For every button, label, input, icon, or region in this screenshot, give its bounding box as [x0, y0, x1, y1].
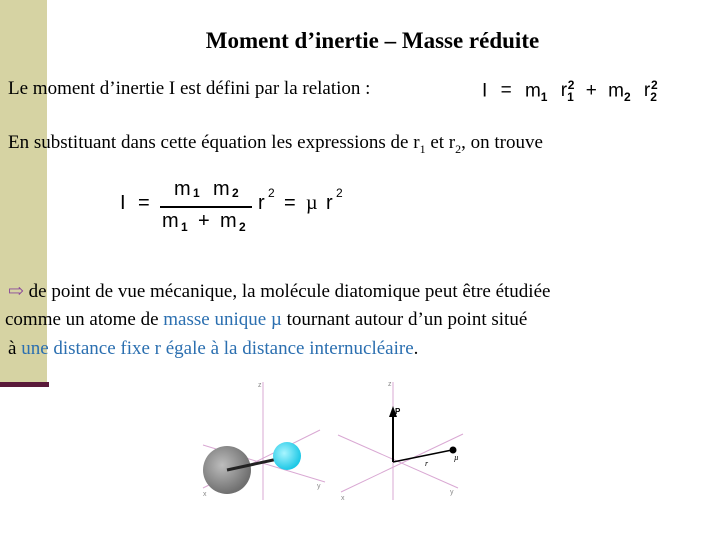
radius-line — [393, 450, 452, 462]
formula-m: m — [608, 80, 624, 102]
light-atom — [273, 442, 301, 470]
numerator-m2: m — [213, 178, 230, 200]
mu-label: µ — [454, 453, 459, 462]
z-label: z — [258, 382, 262, 389]
substitution-text: , on trouve — [461, 132, 543, 153]
side-accent-line — [0, 382, 49, 387]
formula-r: r — [560, 80, 568, 102]
denominator-m2: m — [220, 210, 237, 232]
paragraph-text: tournant autour d’un point situé — [281, 309, 528, 330]
paragraph-line-2 — [5, 309, 527, 331]
substitution-text: et r — [425, 132, 456, 153]
paragraph-text: comme un atome de — [5, 309, 164, 330]
formula-sub: 2 — [650, 90, 657, 105]
reduced-mass-figure — [333, 370, 473, 505]
paragraph-text: . — [413, 338, 419, 359]
diatomic-molecule-figure — [195, 370, 335, 505]
slide-title: Moment d’inertie – Masse réduite — [205, 28, 540, 53]
formula-power: 2 — [268, 186, 275, 200]
formula-r: r — [643, 80, 651, 102]
paragraph-text: de point de vue mécanique, la molécule diatomique peut être étudiée — [23, 281, 551, 302]
highlight-text: masse unique µ — [163, 309, 282, 330]
subscript: 2 — [232, 186, 239, 200]
y-label: y — [450, 489, 454, 496]
highlight-text: une distance fixe r égale à la distance internucléaire — [21, 338, 414, 359]
r-label: r — [425, 459, 429, 468]
formula-equals: = — [138, 192, 150, 214]
formula-equals: = — [284, 192, 296, 214]
y-label: y — [317, 483, 321, 490]
definition-line — [8, 78, 370, 100]
paragraph-line-1 — [8, 280, 550, 303]
formula-plus: + — [198, 210, 210, 232]
formula-power: 2 — [567, 78, 575, 92]
paragraph-line-3 — [8, 338, 418, 360]
subscript: 1 — [193, 186, 200, 200]
x-label: x — [203, 491, 207, 498]
substitution-line — [8, 132, 543, 157]
formula-power: 2 — [650, 78, 658, 92]
p-label: P — [395, 407, 401, 416]
denominator-m1: m — [162, 210, 179, 232]
subscript: 2 — [239, 220, 246, 234]
substitution-text: En substituant dans cette équation les expressions de r — [8, 132, 420, 153]
paragraph-text: à — [8, 338, 22, 359]
formula-power: 2 — [336, 186, 343, 200]
formula-sub: 1 — [567, 90, 574, 105]
definition-text: Le moment d’inertie I est défini par la relation : — [8, 78, 371, 99]
formula-mu: µ — [306, 192, 318, 214]
formula-r: r — [258, 192, 265, 214]
formula-equals: = — [500, 80, 512, 102]
z-label: z — [388, 381, 392, 388]
numerator-m1: m — [174, 178, 191, 200]
x-axis — [341, 434, 463, 492]
subscript: 2 — [455, 141, 462, 156]
formula-sub: 2 — [623, 90, 631, 105]
formula-I: I — [482, 80, 488, 102]
arrow-icon: ⇨ — [8, 281, 24, 302]
subscript: 1 — [181, 220, 188, 234]
subscript: 1 — [419, 141, 426, 156]
x-label: x — [341, 495, 345, 502]
formula-I: I — [120, 192, 126, 214]
inertia-formula — [482, 78, 658, 104]
formula-plus: + — [585, 80, 597, 102]
formula-m: m — [524, 80, 541, 102]
fraction-bar — [160, 206, 252, 208]
formula-r: r — [326, 192, 333, 214]
formula-sub: 1 — [540, 90, 548, 105]
